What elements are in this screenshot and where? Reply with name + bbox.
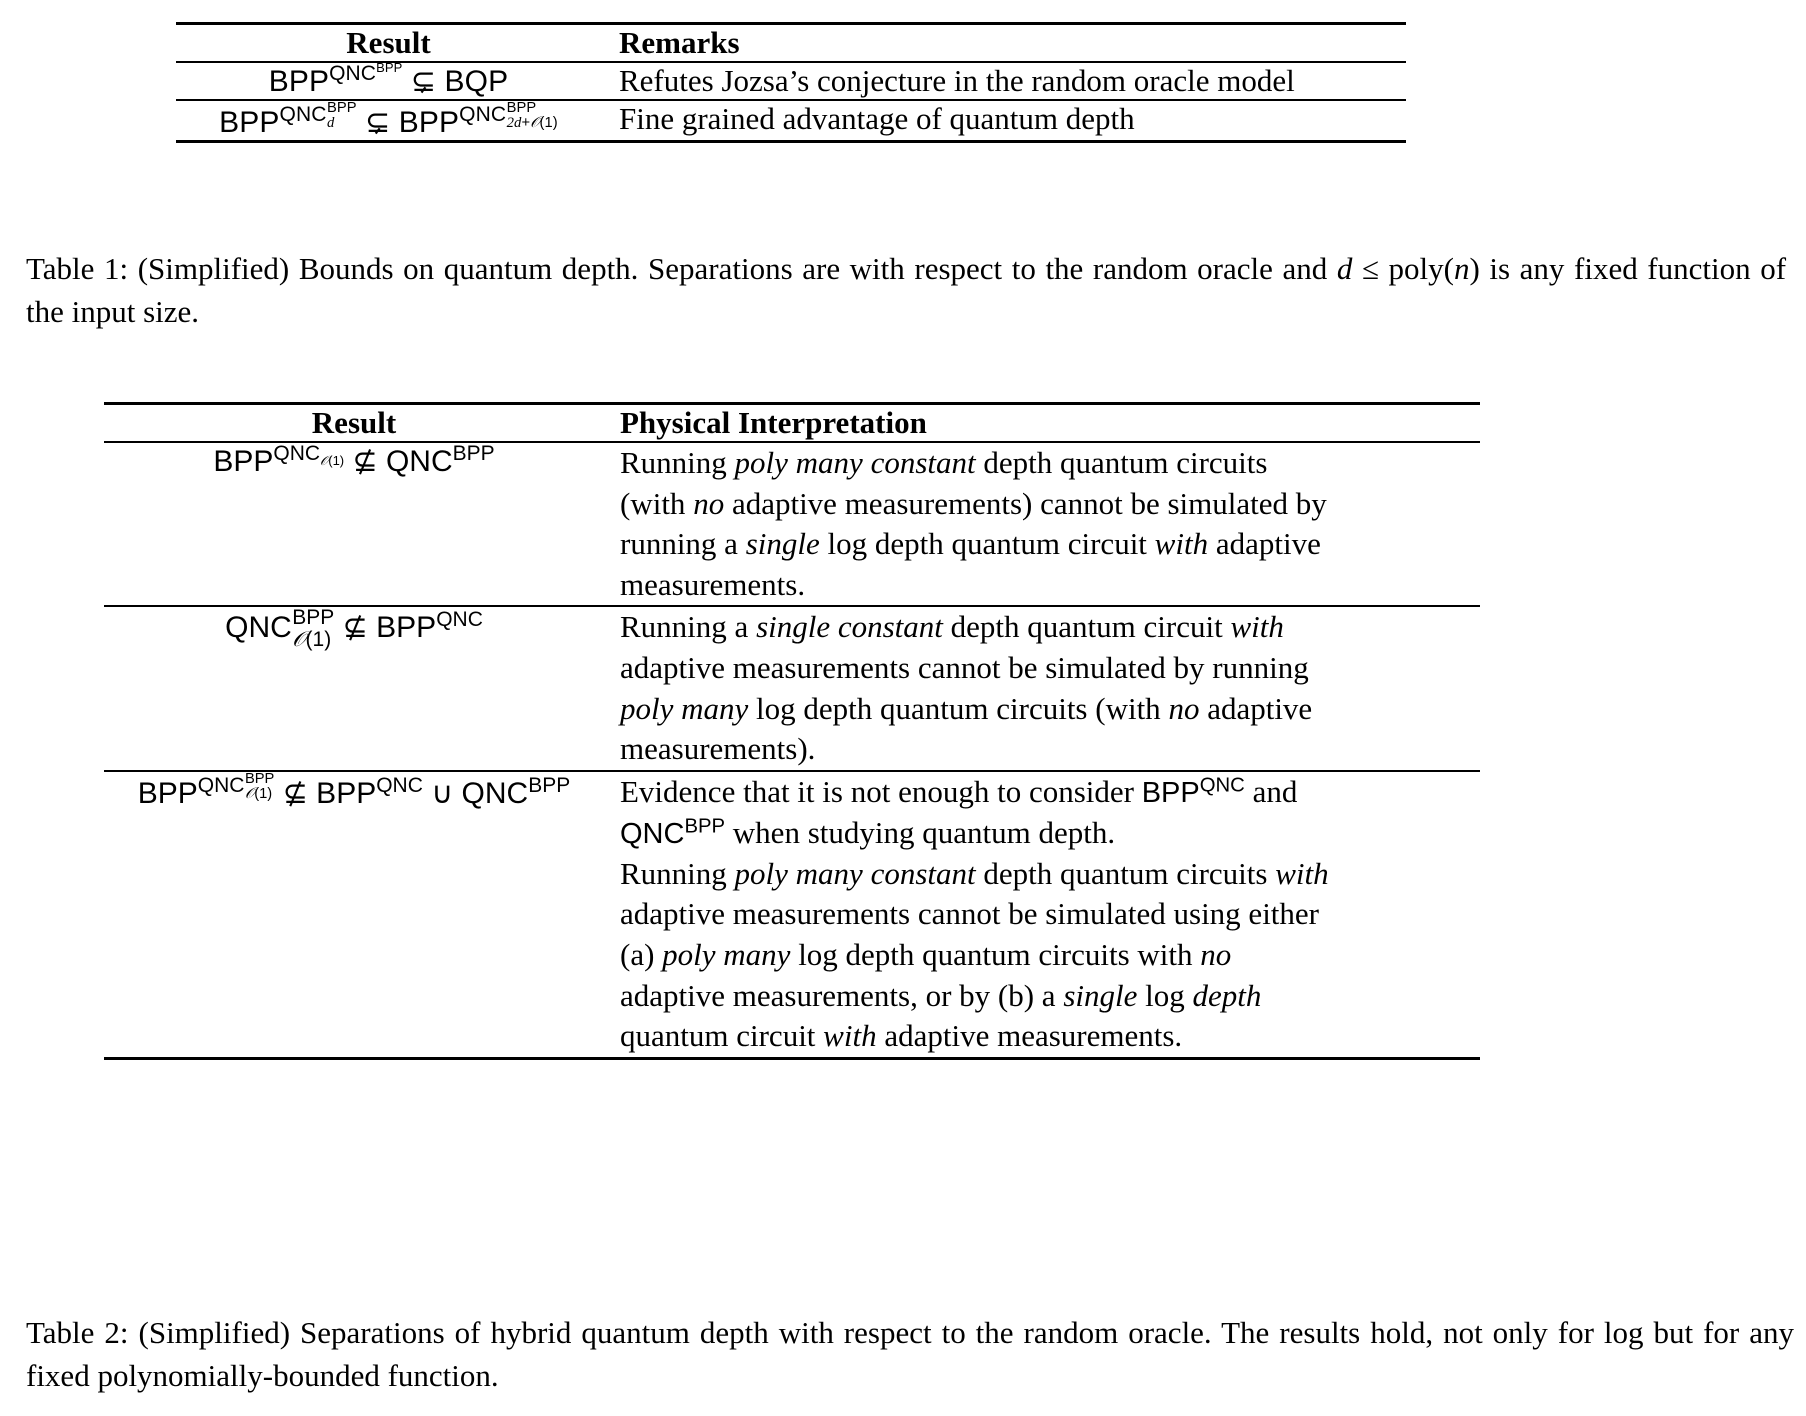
table-1-caption-text-b: is any fixed function of the input size. (26, 251, 1787, 329)
formula-bpp-qnc-bpp-not-subset-bqp: $BPP^{QNC^{BPP}}$ ⊊ BQP (268, 60, 509, 99)
table-row (104, 606, 1480, 770)
table-2 (104, 402, 1480, 1060)
table-1-header-remarks: Remarks (619, 25, 740, 60)
table-row (176, 100, 1406, 141)
table-row (176, 62, 1406, 100)
interpretation-text-1: Running poly many constant depth quantum circuits (with no adaptive measurements) cannot be simulated by running a single log depth quantum circuit with adaptive measurements. (620, 445, 1327, 602)
table-2-cell-interpretation-1 (604, 442, 1480, 606)
table-1-head (176, 24, 1406, 63)
table-1-cell-remark-2: Fine grained advantage of quantum depth (619, 101, 1135, 136)
table-2-body (104, 442, 1480, 1060)
table-2-header-interpretation: Physical Interpretation (620, 405, 927, 440)
table-1-container (176, 22, 1406, 143)
table-1-caption: Table 1: (Simplified) Bounds on quantum depth. Separations are with respect to the random oracle and d ≤ poly(n) is any fixed function of the input size. (26, 251, 1787, 329)
table-2-caption-text: (Simplified) Separations of hybrid quantum depth with respect to the random oracle. The results hold, not only for log but for any fixed polynomially-bounded function. (26, 1315, 1794, 1393)
table-1-cell-result-1 (176, 62, 601, 100)
table-2-container (104, 402, 1480, 1060)
table-2-bottom-rule (104, 1058, 1480, 1060)
formula-bpp-qnc-o1-bpp-not-subseteq-union: $BPP^{QNC BPP 𝒪(1)}$ ⊈ $BPP^{QNC}$ ∪ $QNC^{BPP}$ (137, 770, 571, 811)
table-2-cell-interpretation-3 (604, 771, 1480, 1059)
rule-cell (176, 141, 1406, 143)
formula-qnc-o1-bpp-not-subseteq-bpp-qnc: QNC BPP 𝒪(1) ⊈ $BPP^{QNC}$ (225, 606, 483, 651)
table-2-header-result: Result (311, 405, 397, 440)
table-1-header-result: Result (346, 25, 431, 60)
table-2-cell-result-2 (104, 606, 604, 770)
table-1-header-row (176, 24, 1406, 63)
formula-bpp-qncd-not-subset-bpp-qnc2d: $BPP^{QNC BPP d}$ ⊊ $BPP^{QNC BPP 2d+𝒪(1)}$ (219, 100, 558, 140)
table-2-caption (26, 1312, 1794, 1398)
table-1-bottom-rule (176, 141, 1406, 143)
table-2-head (104, 404, 1480, 443)
table-2-caption-number: Table 2: (26, 1315, 129, 1350)
table-2-header-row (104, 404, 1480, 443)
interpretation-text-2: Running a single constant depth quantum circuit with adaptive measurements cannot be simulated by running poly many log depth quantum circuits (with no adaptive measurements). (620, 609, 1313, 767)
table-1-caption-math: d (1336, 251, 1353, 286)
table-1-cell-result-2 (176, 100, 601, 141)
table-2-cell-result-3 (104, 771, 604, 1059)
table-row (104, 442, 1480, 606)
table-2-cell-result-1 (104, 442, 604, 606)
table-1-caption-number: Table 1: (26, 251, 129, 286)
rule-cell (104, 1058, 1480, 1060)
table-1-cell-remark-1: Refutes Jozsa’s conjecture in the random oracle model (619, 63, 1295, 98)
table-2-cell-interpretation-2 (604, 606, 1480, 770)
interpretation-text-3: Evidence that it is not enough to consider $BPP^{QNC}$ and $QNC^{BPP}$ when studying quantum depth. Running poly many constant depth quantum circuits with adaptive measurements cannot be simulated using either (a) poly many log depth quantum circuits with no adaptive measurements, or by (b) a single log depth quantum circuit with adaptive measurements. (620, 773, 1329, 1054)
table-1-body (176, 62, 1406, 143)
table-1-caption-math-n: n (1453, 251, 1470, 286)
table-row (104, 771, 1480, 1059)
table-1-caption-text-a: (Simplified) Bounds on quantum depth. Separations are with respect to the random oracle and (128, 251, 1337, 286)
formula-bpp-qnc-o1-not-subseteq-qnc-bpp: $BPP^{QNC_{𝒪(1)}}$ ⊈ $QNC^{BPP}$ (213, 442, 495, 479)
table-1 (176, 22, 1406, 143)
